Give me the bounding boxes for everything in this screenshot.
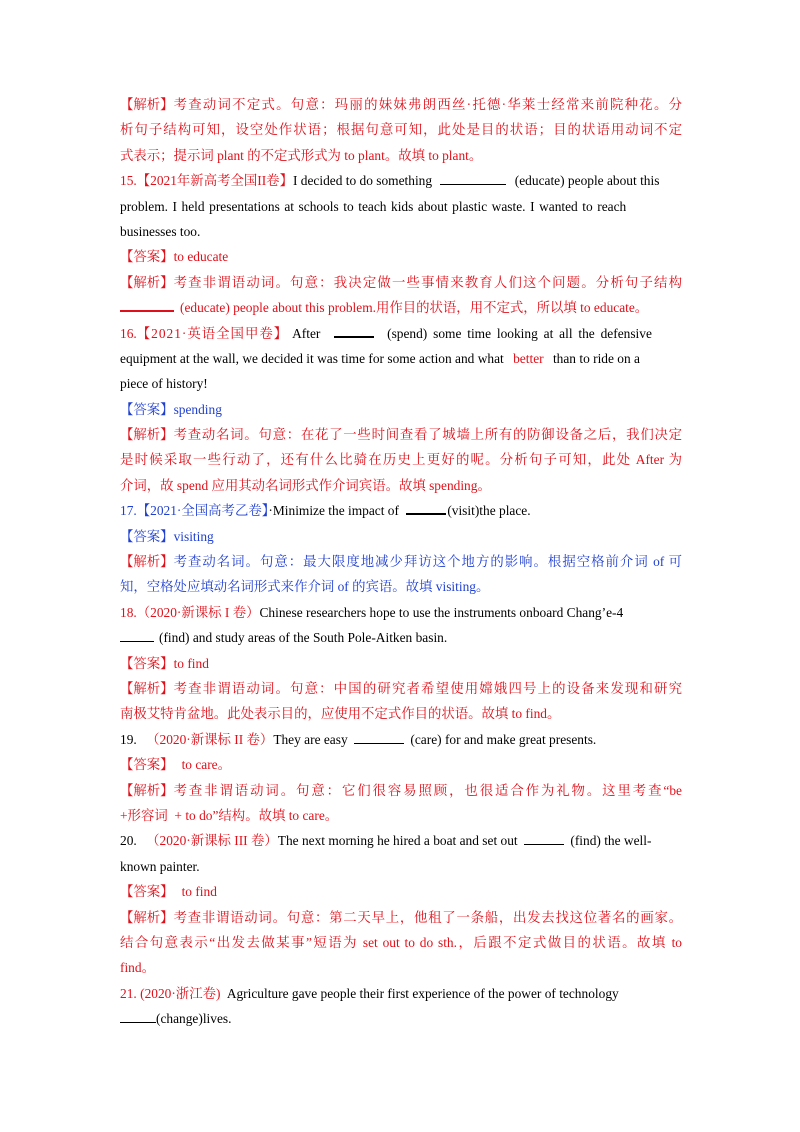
answer-text: to care。	[181, 757, 232, 773]
answer-text: visiting	[173, 528, 214, 544]
analysis-tag: 【解析】	[120, 97, 174, 112]
document-page	[120, 92, 682, 1031]
question-source: （2020·新课标 I 卷）	[136, 604, 260, 620]
answer-text: to find	[173, 655, 209, 671]
analysis-line: (educate) people about this problem.用作目的状语，用不定式，所以填 to educate。	[120, 295, 682, 320]
analysis-line: +形容词 + to do”结构。故填 to care。	[120, 807, 339, 823]
fill-blank[interactable]	[120, 297, 174, 312]
analysis-tag: 【解析】	[120, 909, 174, 925]
question-16: 16.【2021·英语全国甲卷】 After (spend) some time looking at all the defensive	[120, 321, 682, 346]
question-number: 19.	[120, 731, 137, 747]
analysis-tag: 【解析】	[120, 782, 174, 798]
fill-blank[interactable]	[120, 1009, 156, 1023]
analysis-line: 析句子结构可知，设空处作状语；根据句意可知，此处是目的状语；目的状语用动词不定	[120, 122, 682, 138]
answer-line	[120, 397, 682, 422]
answer-tag: 【答案】	[120, 249, 174, 265]
analysis-tag: 【解析】	[120, 274, 174, 290]
question-text-line: (find) and study areas of the South Pole-Aitken basin.	[120, 625, 682, 650]
question-source: (2020·浙江卷)	[140, 985, 221, 1001]
answer-tag: 【答案】	[120, 884, 174, 900]
analysis-line: 【解析】 考查动名词。句意：最大限度地减少拜访这个地方的影响。根据空格前介词 of 可	[120, 549, 682, 574]
fill-blank[interactable]	[120, 628, 154, 642]
fill-blank[interactable]	[406, 500, 446, 515]
analysis-line: 【解析】 考查动名词。句意：在花了一些时间查看了城墙上所有的防御设备之后，我们决定	[120, 422, 682, 447]
analysis-tag: 【解析】	[120, 554, 174, 570]
fill-blank[interactable]	[334, 323, 374, 338]
question-17: 17.【2021·全国高考乙卷】·Minimize the impact of (visit)the place.	[120, 498, 682, 523]
fill-blank[interactable]	[354, 730, 404, 744]
question-text-line: piece of history!	[120, 376, 208, 392]
analysis-line: 【解析】 考查非谓语动词。句意：中国的研究者希望使用嫦娥四号上的设备来发现和研究	[120, 676, 682, 701]
answer-line	[120, 524, 682, 549]
question-21: 21. (2020·浙江卷) Agriculture gave people their first experience of the power of technology	[120, 985, 619, 1001]
answer-line	[120, 244, 682, 269]
question-source: （2020·新课标 III 卷）	[146, 833, 278, 849]
answer-text: spending	[173, 401, 222, 417]
question-number: 21.	[120, 985, 137, 1001]
answer-tag: 【答案】	[120, 757, 174, 773]
answer-line	[120, 651, 682, 676]
question-text-line: (change)lives.	[120, 1006, 682, 1031]
answer-line	[120, 752, 682, 777]
answer-tag: 【答案】	[120, 655, 174, 671]
analysis-line: 【解析】 考查非谓语动词。句意：第二天早上，他租了一条船，出发去找这位著名的画家。	[120, 905, 682, 930]
question-number: 18.	[120, 604, 137, 620]
analysis-line: 【解析】 考查非谓语动词。句意：它们很容易照顾，也很适合作为礼物。这里考查“be	[120, 778, 682, 803]
fill-blank[interactable]	[524, 831, 564, 845]
question-text-line: known painter.	[120, 858, 200, 874]
question-text-line: businesses too.	[120, 223, 201, 239]
analysis-line: find。	[120, 960, 155, 976]
question-number: 16.	[120, 325, 137, 341]
question-15: 15.【2021年新高考全国II卷】I decided to do something (educate) people about this	[120, 173, 660, 189]
analysis-tag: 【解析】	[120, 427, 174, 443]
analysis-line: 【解析】 考查非谓语动词。句意：我决定做一些事情来教育人们这个问题。分析句子结构	[120, 270, 682, 295]
question-number: 15.	[120, 173, 137, 189]
analysis-tag: 【解析】	[120, 680, 174, 696]
question-19: 19. （2020·新课标 II 卷）They are easy (care) for and make great presents.	[120, 731, 597, 747]
analysis-line: 结合句意表示“出发去做某事”短语为 set out to do sth.，后跟不定式做目的状语。故填 to	[120, 934, 682, 950]
question-number: 17.	[120, 503, 137, 519]
analysis-line: 是时候采取一些行动了，还有什么比骑在历史上更好的呢。分析句子可知，此处 After 为	[120, 452, 682, 468]
question-18: 18.（2020·新课标 I 卷）Chinese researchers hope to use the instruments onboard Chang’e-4	[120, 604, 624, 620]
answer-text: to educate	[173, 249, 229, 265]
answer-text: to find	[181, 884, 217, 900]
analysis-line: 南极艾特肯盆地。此处表示目的，应使用不定式作目的状语。故填 to find。	[120, 706, 561, 722]
question-text-line: problem. I held presentations at schools to teach kids about plastic waste. I wanted to reach	[120, 198, 627, 214]
fill-blank[interactable]	[440, 171, 506, 185]
question-source: 【2021年新高考全国II卷】	[136, 173, 293, 189]
answer-tag: 【答案】	[120, 401, 174, 417]
answer-line	[120, 879, 682, 904]
question-text-line: equipment at the wall, we decided it was time for some action and what better than to ride on a	[120, 350, 640, 366]
question-20: 20. （2020·新课标 III 卷）The next morning he hired a boat and set out (find) the well-	[120, 833, 652, 849]
question-source: 【2021·英语全国甲卷】	[136, 325, 289, 341]
question-source: 【2021·全国高考乙卷】	[136, 503, 269, 519]
analysis-line: 式表示；提示词 plant 的不定式形式为 to plant。故填 to plant。	[120, 147, 483, 163]
analysis-line: 知，空格处应填动名词形式来作介词 of 的宾语。故填 visiting。	[120, 579, 490, 595]
analysis-line: 介词，故 spend 应用其动名词形式作介词宾语。故填 spending。	[120, 477, 491, 493]
answer-tag: 【答案】	[120, 528, 174, 544]
highlighted-word: better	[513, 350, 544, 366]
question-number: 20.	[120, 833, 137, 849]
analysis-line: 【解析】 考查动词不定式。句意：玛丽的妹妹弗朗西丝·托德·华莱士经常来前院种花。分	[120, 92, 682, 117]
question-source: （2020·新课标 II 卷）	[146, 731, 274, 747]
